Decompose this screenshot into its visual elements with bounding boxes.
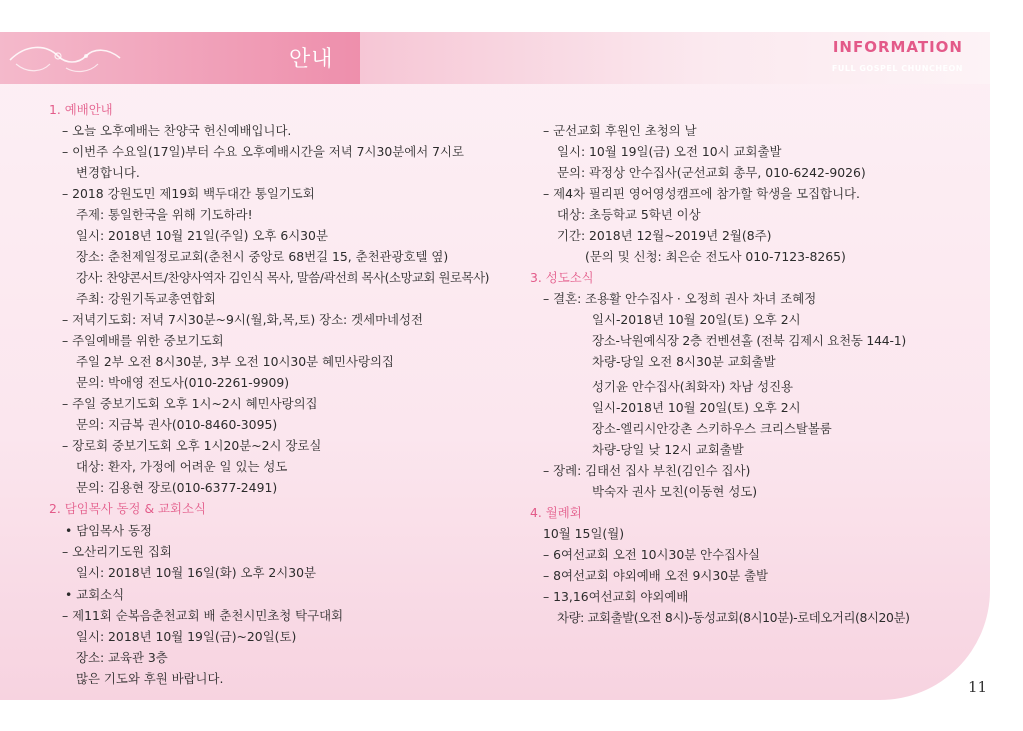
sub-heading: • 교회소식	[65, 587, 125, 602]
list-item-detail: (문의 및 신청: 최은순 전도사 010-7123-8265)	[585, 249, 846, 264]
list-item-detail: 일시-2018년 10월 20일(토) 오후 2시	[592, 400, 801, 415]
list-item: – 13,16여선교회 야외예배	[543, 589, 689, 604]
ornament-swirl-icon	[6, 40, 126, 78]
page-number: 11	[968, 678, 988, 696]
list-item: 10월 15일(월)	[543, 526, 625, 541]
list-item-detail: 강사: 찬양콘서트/찬양사역자 김인식 목사, 말씀/곽선희 목사(소망교회 원로목사)	[76, 270, 489, 285]
list-item-detail: 일시: 2018년 10월 21일(주일) 오후 6시30분	[76, 228, 328, 243]
list-item-detail: 문의: 지금복 권사(010-8460-3095)	[76, 417, 278, 432]
list-item: – 6여선교회 오전 10시30분 안수집사실	[543, 547, 760, 562]
list-item: – 오산리기도원 집회	[62, 544, 172, 559]
list-item-detail: 대상: 환자, 가정에 어려운 일 있는 성도	[76, 459, 288, 474]
list-item-detail: 일시: 2018년 10월 19일(금)~20일(토)	[76, 629, 297, 644]
section-heading: 2. 담임목사 동정 & 교회소식	[49, 501, 206, 516]
list-item: – 장로회 중보기도회 오후 1시20분~2시 장로실	[62, 438, 322, 453]
info-subheading: FULL GOSPEL CHUNCHEON	[831, 64, 963, 73]
sub-heading: • 담임목사 동정	[65, 523, 153, 538]
list-item-detail: 성기윤 안수집사(최화자) 차남 성진용	[592, 379, 794, 394]
list-item: – 제11회 순복음춘천교회 배 춘천시민초청 탁구대회	[62, 608, 344, 623]
page-title: 안내	[289, 47, 334, 72]
list-item-detail: 차량-당일 오전 8시30분 교회출발	[592, 354, 776, 369]
list-item-detail: 박숙자 권사 모친(이동현 성도)	[592, 484, 758, 499]
list-item-detail: 장소-낙원예식장 2층 컨벤션홀 (전북 김제시 요천동 144-1)	[592, 333, 907, 348]
list-item-detail: 많은 기도와 후원 바랍니다.	[76, 671, 224, 686]
list-item-detail: 장소-엘리시안강촌 스키하우스 크리스탈볼룸	[592, 421, 832, 436]
section-heading: 3. 성도소식	[530, 270, 594, 285]
list-item-detail: 문의: 박애영 전도사(010-2261-9909)	[76, 375, 290, 390]
list-item: – 주일 중보기도회 오후 1시~2시 혜민사랑의집	[62, 396, 318, 411]
info-heading: INFORMATION	[832, 38, 963, 56]
list-item: – 2018 강원도민 제19회 백두대간 통일기도회	[62, 186, 315, 201]
list-item-detail: 장소: 교육관 3층	[76, 650, 168, 665]
list-item-detail: 대상: 초등학교 5학년 이상	[557, 207, 701, 222]
section-heading: 4. 월례회	[530, 505, 582, 520]
list-item: – 저녁기도회: 저녁 7시30분~9시(월,화,목,토) 장소: 겟세마네성전	[62, 312, 423, 327]
list-item-detail: 주일 2부 오전 8시30분, 3부 오전 10시30분 혜민사랑의집	[76, 354, 394, 369]
list-item-detail: 문의: 곽정상 안수집사(군선교회 총무, 010-6242-9026)	[557, 165, 866, 180]
list-item-detail: 일시-2018년 10월 20일(토) 오후 2시	[592, 312, 801, 327]
list-item-detail: 일시: 10월 19일(금) 오전 10시 교회출발	[557, 144, 782, 159]
list-item-detail: 기간: 2018년 12월~2019년 2월(8주)	[557, 228, 772, 243]
list-item-detail: 주제: 통일한국을 위해 기도하라!	[76, 207, 253, 222]
list-item-detail: 문의: 김용현 장로(010-6377-2491)	[76, 480, 278, 495]
list-item: – 8여선교회 야외예배 오전 9시30분 출발	[543, 568, 768, 583]
section-heading: 1. 예배안내	[49, 102, 113, 117]
list-item-detail: 장소: 춘천제일정로교회(춘천시 중앙로 68번길 15, 춘천관광호텔 옆)	[76, 249, 449, 264]
list-item-detail: 차량: 교회출발(오전 8시)-동성교회(8시10분)-로데오거리(8시20분)	[557, 610, 910, 625]
list-item: – 장례: 김태선 집사 부친(김인수 집사)	[543, 463, 751, 478]
list-item: – 주일예배를 위한 중보기도회	[62, 333, 224, 348]
list-item-detail: 주최: 강원기독교총연합회	[76, 291, 216, 306]
list-item: – 오늘 오후예배는 찬양국 헌신예배입니다.	[62, 123, 292, 138]
list-item: – 군선교회 후원인 초청의 날	[543, 123, 697, 138]
list-item-detail: 차량-당일 낮 12시 교회출발	[592, 442, 744, 457]
list-item-detail: 변경합니다.	[76, 165, 140, 180]
list-item: – 결혼: 조용활 안수집사 · 오정희 권사 차녀 조혜정	[543, 291, 817, 306]
list-item-detail: 일시: 2018년 10월 16일(화) 오후 2시30분	[76, 565, 316, 580]
list-item: – 제4차 필리핀 영어영성캠프에 참가할 학생을 모집합니다.	[543, 186, 860, 201]
list-item: – 이번주 수요일(17일)부터 수요 오후예배시간을 저녁 7시30분에서 7시로	[62, 144, 464, 159]
